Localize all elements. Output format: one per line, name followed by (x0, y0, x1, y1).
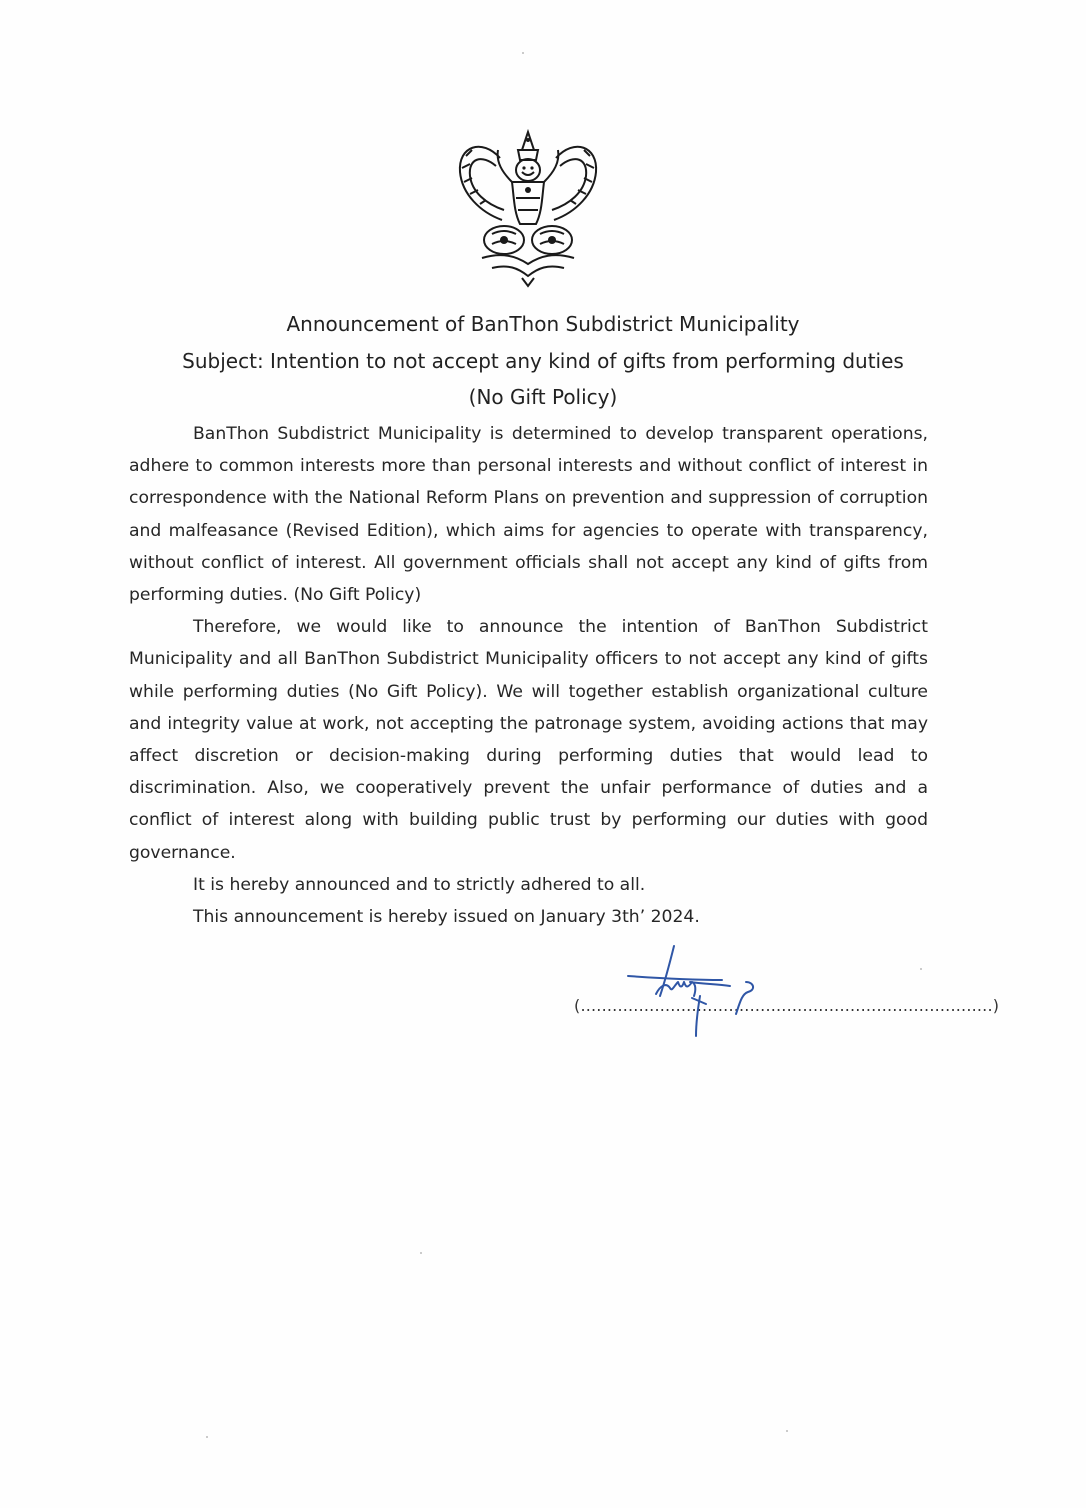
paragraph-issue-date: This announcement is hereby issued on January 3th’ 2024. (193, 907, 700, 928)
announcement-body (129, 418, 928, 933)
scan-speck (522, 52, 524, 54)
scan-speck (786, 1430, 788, 1432)
announcement-title: Announcement of BanThon Subdistrict Municipality (286, 312, 800, 336)
paragraph-intention: Therefore, we would like to announce the intention of BanThon Subdistrict Municipality and all BanThon Subdistrict Municipality officers to not accept any kind of gifts while performing duties (No Gift Policy). We will together establish organizational culture and integrity value at work, not accepting the patronage system, avoiding actions that may affect discretion or decision-making during performing duties that would lead to discrimination. Also, we cooperatively prevent the unfair performance of duties and a conflict of interest along with building public trust by performing our duties with good governance. (129, 617, 928, 863)
signature-line: (..............................................................................) (574, 996, 1000, 1015)
announcement-subject: Subject: Intention to not accept any kind of gifts from performing duties (182, 349, 904, 373)
announcement-policy-name: (No Gift Policy) (468, 385, 618, 409)
handwritten-signature (626, 942, 766, 1042)
paragraph-adherence: It is hereby announced and to strictly adhered to all. (193, 874, 646, 895)
scan-speck (420, 1252, 422, 1254)
garuda-emblem-icon (452, 128, 604, 288)
paragraph-intro: BanThon Subdistrict Municipality is determined to develop transparent operations, adhere to common interests more than personal interests and without conflict of interest in correspondence with the National Reform Plans on prevention and suppression of corruption and malfeasance (Revised Edition), which aims for agencies to operate with transparency, without conflict of interest. All government officials shall not accept any kind of gifts from performing duties. (No Gift Policy) (129, 424, 928, 606)
scan-speck (206, 1436, 208, 1438)
scan-speck (920, 968, 922, 970)
